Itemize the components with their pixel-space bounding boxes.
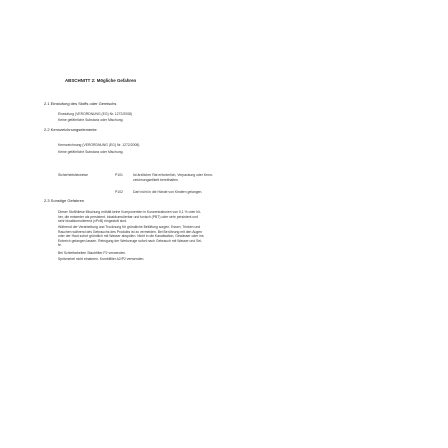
heading-2-3: 2.3 Sonstige Gefahren: [44, 198, 85, 203]
heading-2-1: 2.1 Einstufung des Stoffs oder Gemischs: [44, 101, 117, 106]
spray-note: Spritznebel nicht einatmen. Kombifilter A2/P2 verwenden.: [58, 257, 145, 261]
p102-text: Darf nicht in die Hände von Kindern gelangen.: [133, 190, 203, 194]
labeling-text: Keine gefährliche Substanz oder Mischung.: [58, 150, 124, 154]
other-hazards-line: oder der Haut sofort gründlich mit Wasser abspülen. Nicht in die Kanalisation, Gewässer oder ins: [58, 234, 204, 238]
other-hazards-line: Während der Verarbeitung und Trocknung für gründliche Belüftung sorgen. Essen, Trinken und: [58, 225, 201, 229]
classification-regulation: Einstufung (VERORDNUNG (EG) Nr. 1272/2008): [58, 112, 133, 116]
filter-note: Bei Schleifarbeiten Staubfilter P2 verwenden.: [58, 251, 127, 255]
safety-instructions-label: Sicherheitshinweise: [58, 173, 88, 177]
other-hazards-line: Dieser Stoff/diese Mischung enthält keine Komponenten in Konzentrationen von 0,1 % oder hö-: [58, 210, 202, 214]
heading-2-2: 2.2 Kennzeichnungselemente: [44, 127, 97, 132]
p101-text-b: zeichnungsetikett bereithalten.: [133, 178, 179, 182]
other-hazards-line: her, die entweder als persistent, bioakkumulierbar und toxisch (PBT) oder sehr persistent und: [58, 214, 199, 219]
p101-text-a: Ist ärztlicher Rat erforderlich, Verpackung oder Kenn-: [133, 173, 213, 177]
labeling-regulation: Kennzeichnung (VERORDNUNG (EG) Nr. 1272/2008): [58, 143, 140, 147]
other-hazards-line: sehr bioakkumulierend (vPvB) eingestuft sind.: [58, 219, 127, 223]
classification-text: Keine gefährliche Substanz oder Mischung.: [58, 118, 124, 122]
other-hazards-line: fe.: [58, 243, 62, 247]
p102-code: P102: [115, 190, 123, 194]
p101-code: P101: [115, 173, 123, 177]
section-title: ABSCHNITT 2: Mögliche Gefahren: [65, 78, 137, 83]
other-hazards-line: Rauchen während des Gebrauchs des Produkts ist zu vermeiden. Bei Berührung mit den Augen: [58, 229, 202, 234]
other-hazards-line: Erdreich gelangen lassen. Reinigung der Werkzeuge sofort nach Gebrauch mit Wasser und Sei-: [58, 238, 203, 243]
